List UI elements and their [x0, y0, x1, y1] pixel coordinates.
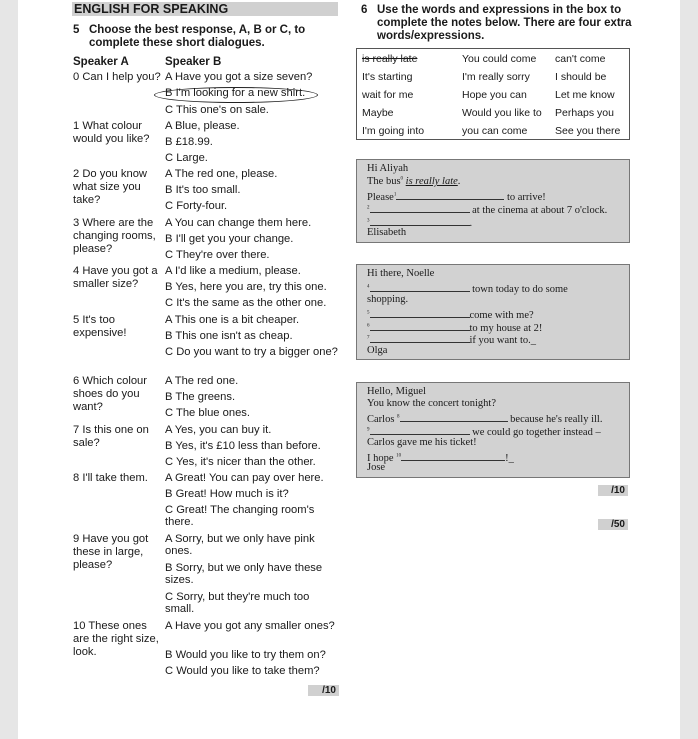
example-answer: is really late [405, 176, 458, 187]
word-box-item: Let me know [555, 89, 615, 101]
word-box-item: you can come [462, 125, 528, 137]
answer-blank[interactable] [370, 202, 470, 213]
word-box-item: I'm really sorry [462, 71, 530, 83]
note-greeting: Hello, Miguel [367, 386, 426, 397]
gap-number: 4 [367, 284, 370, 290]
option-b[interactable]: B Great! How much is it? [165, 488, 289, 500]
total-score-box: /50 [598, 519, 628, 530]
note-line [367, 307, 534, 321]
option-a[interactable]: A Sorry, but we only have pink ones. [165, 533, 315, 557]
option-a[interactable]: A I'd like a medium, please. [165, 265, 301, 277]
word-box-item: Maybe [362, 107, 394, 119]
answer-blank[interactable] [370, 307, 470, 318]
gap-number: 2 [367, 205, 370, 211]
note-miguel [356, 382, 630, 478]
word-box-item: You could come [462, 53, 537, 65]
answer-blank[interactable] [370, 332, 470, 343]
gap-number: 9 [367, 427, 370, 433]
answer-blank[interactable] [401, 450, 505, 461]
gap-number: 10 [396, 453, 402, 459]
answer-blank[interactable] [370, 281, 470, 292]
speaker-a-prompt: 4 Have you got a smaller size? [73, 265, 158, 290]
ex6-number: 6 [361, 4, 368, 16]
worksheet-page [18, 0, 680, 739]
word-box-item: I'm going into [362, 125, 425, 137]
option-c[interactable]: C It's the same as the other one. [165, 297, 327, 309]
answer-blank[interactable] [370, 215, 470, 226]
gap-number: 7 [367, 335, 370, 341]
gap-number: 0 [400, 176, 404, 182]
note-aliyah [356, 159, 630, 243]
note-text: Carlos [367, 414, 395, 425]
ex5-number: 5 [73, 24, 80, 36]
speaker-a-prompt: 8 I'll take them. [73, 472, 148, 484]
note-line [367, 332, 536, 346]
note-text: to my house at 2! [469, 323, 543, 334]
option-c[interactable]: C Do you want to try a bigger one? [165, 346, 338, 358]
option-c[interactable]: C Would you like to take them? [165, 665, 320, 677]
option-b[interactable]: B This one isn't as cheap. [165, 330, 293, 342]
word-box-item: wait for me [362, 89, 414, 101]
note-line [367, 176, 460, 187]
note-noelle [356, 264, 630, 360]
word-box-item: Hope you can [462, 89, 527, 101]
option-b[interactable]: B I'll get you your change. [165, 233, 294, 245]
option-c[interactable]: C They're over there. [165, 249, 270, 261]
option-c[interactable]: C Forty-four. [165, 200, 228, 212]
option-c[interactable]: C Great! The changing room's there. [165, 504, 315, 528]
note-text: . [457, 176, 461, 187]
note-text: The bus [367, 176, 401, 187]
note-line [367, 202, 607, 216]
option-c[interactable]: C Yes, it's nicer than the other. [165, 456, 316, 468]
word-box-item: is really late [362, 53, 418, 65]
word-box-item: See you there [555, 125, 621, 137]
gap-number: 3 [367, 218, 370, 224]
option-b[interactable]: B The greens. [165, 391, 236, 403]
speaker-b-heading: Speaker B [165, 56, 222, 68]
answer-blank[interactable] [393, 189, 504, 200]
speaker-a-prompt: 0 Can I help you? [73, 71, 161, 83]
note-text: !_ [505, 453, 514, 464]
note-text: You know the concert tonight? [367, 398, 496, 409]
gap-number: 6 [367, 323, 370, 329]
ex6-score-box: /10 [598, 485, 628, 496]
ex5-score-box: /10 [308, 685, 339, 696]
speaker-a-heading: Speaker A [73, 56, 129, 68]
option-a[interactable]: A Have you got any smaller ones? [165, 620, 335, 632]
note-text: Carlos gave me his ticket! [367, 437, 477, 448]
note-text: at the cinema at about 7 o'clock. [472, 205, 608, 216]
option-b[interactable]: B Sorry, but we only have these sizes. [165, 562, 323, 586]
option-b[interactable]: B £18.99. [165, 136, 213, 148]
option-b[interactable]: B Yes, here you are, try this one. [165, 281, 327, 293]
speaker-a-prompt: 1 What colour would you like? [73, 120, 150, 145]
option-a[interactable]: A You can change them here. [165, 217, 312, 229]
option-a[interactable]: A Have you got a size seven? [165, 71, 313, 83]
note-text: . [469, 218, 473, 229]
ex6-instruction: Use the words and expressions in the box to complete the notes below. There are four extra words/expressions. [377, 4, 632, 42]
option-c[interactable]: C This one's on sale. [165, 104, 269, 116]
note-text: I hope [367, 453, 394, 464]
word-box-item: can't come [555, 53, 606, 65]
option-a[interactable]: A Yes, you can buy it. [165, 424, 272, 436]
option-a[interactable]: A This one is a bit cheaper. [165, 314, 300, 326]
speaker-a-prompt: 9 Have you got these in large, please? [73, 533, 149, 571]
note-line [367, 450, 514, 464]
note-greeting: Hi Aliyah [367, 163, 409, 174]
note-text: if you want to._ [469, 335, 536, 346]
note-text: come with me? [469, 310, 534, 321]
note-text: we could go together instead – [472, 427, 601, 438]
word-box-item: I should be [555, 71, 607, 83]
option-b[interactable]: B Yes, it's £10 less than before. [165, 440, 321, 452]
note-line [367, 411, 602, 425]
option-b[interactable]: B I'm looking for a new shirt. [165, 87, 306, 99]
gap-number: 5 [367, 310, 370, 316]
note-line [367, 424, 601, 438]
note-text: to arrive! [506, 192, 546, 203]
option-b[interactable]: B It's too small. [165, 184, 241, 196]
option-c[interactable]: C Large. [165, 152, 208, 164]
word-box-item: Perhaps you [555, 107, 614, 119]
option-a[interactable]: A The red one. [165, 375, 239, 387]
note-signature: Olga [367, 345, 388, 356]
word-box [356, 48, 630, 140]
note-text: Please [367, 192, 394, 203]
answer-blank[interactable] [400, 411, 508, 422]
gap-number: 1 [393, 192, 397, 198]
word-box-item: Would you like to [462, 107, 542, 119]
speaker-a-prompt: 5 It's too expensive! [73, 314, 127, 339]
note-line [367, 189, 546, 203]
note-line [367, 281, 568, 295]
word-box-item: It's starting [362, 71, 413, 83]
speaker-a-prompt: 3 Where are the changing rooms, please? [73, 217, 156, 255]
speaker-a-prompt: 6 Which colour shoes do you want? [73, 375, 147, 413]
option-a[interactable]: A The red one, please. [165, 168, 278, 180]
note-signature: Jose [367, 462, 386, 473]
option-c[interactable]: C The blue ones. [165, 407, 250, 419]
note-text: because he's really ill. [510, 414, 603, 425]
option-a[interactable]: A Great! You can pay over here. [165, 472, 324, 484]
option-c[interactable]: C Sorry, but they're much too small. [165, 591, 310, 615]
note-text: town today to do some [472, 284, 568, 295]
option-b[interactable]: B Would you like to try them on? [165, 649, 326, 661]
note-signature: Elisabeth [367, 227, 407, 238]
answer-blank[interactable] [370, 320, 470, 331]
note-greeting: Hi there, Noelle [367, 268, 435, 279]
gap-number: 8 [397, 414, 400, 420]
note-text: shopping. [367, 294, 409, 305]
ex5-instruction: Choose the best response, A, B or C, to complete these short dialogues. [89, 24, 306, 49]
section-banner: ENGLISH FOR SPEAKING [72, 2, 338, 16]
option-a[interactable]: A Blue, please. [165, 120, 240, 132]
speaker-a-prompt: 10 These ones are the right size, look. [73, 620, 159, 658]
speaker-a-prompt: 7 Is this one on sale? [73, 424, 149, 449]
speaker-a-prompt: 2 Do you know what size you take? [73, 168, 148, 206]
answer-blank[interactable] [370, 424, 470, 435]
